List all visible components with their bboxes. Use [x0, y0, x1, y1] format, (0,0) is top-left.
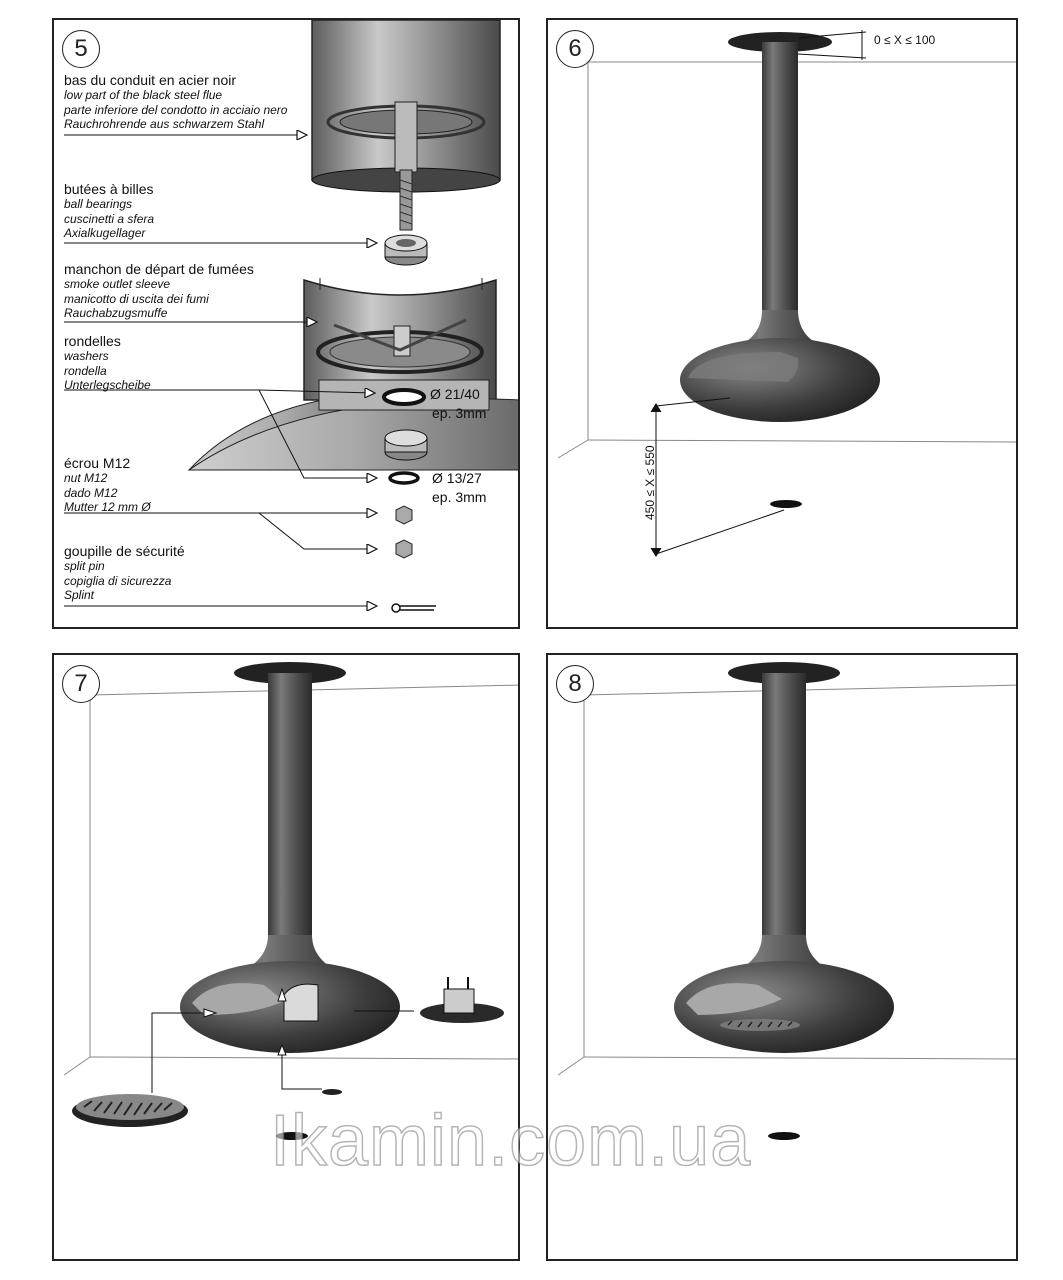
dimension-lines	[651, 30, 866, 556]
watermark: Ikamin.com.ua	[270, 1101, 752, 1181]
label-split-pin-it: copiglia di sicurezza	[64, 573, 172, 588]
label-split-pin-de: Splint	[64, 588, 95, 602]
step-number-badge: 8	[556, 665, 594, 703]
black-steel-flue-bottom	[312, 20, 500, 230]
split-pin	[392, 604, 436, 612]
label-bearings-fr: butées à billes	[64, 181, 154, 197]
label-split-pin	[64, 543, 185, 603]
label-bearings-it: cuscinetti a sfera	[64, 211, 155, 226]
flue-pipe	[268, 673, 312, 953]
label-nut-de: Mutter 12 mm Ø	[64, 500, 151, 514]
floor-hole	[770, 500, 802, 508]
step-8-panel	[546, 653, 1018, 1261]
step-6-panel	[546, 18, 1018, 629]
label-bearings	[64, 181, 154, 241]
washer-21-40	[384, 390, 424, 404]
completed-installation-drawing	[548, 655, 1018, 1261]
ash-grate	[72, 1094, 188, 1127]
label-washers-fr: rondelles	[64, 333, 121, 349]
label-split-pin-fr: goupille de sécurité	[64, 543, 185, 559]
step-7-panel	[52, 653, 520, 1261]
ball-bearing-bottom	[385, 430, 427, 460]
washer1-thickness: ep. 3mm	[432, 405, 487, 421]
label-flue-en: low part of the black steel flue	[64, 88, 223, 102]
label-washers-de: Unterlegscheibe	[64, 378, 151, 392]
hearth-plate	[420, 977, 504, 1023]
floor-height-dimension: 450 ≤ X ≤ 550	[643, 445, 657, 520]
nut-m12-b	[396, 540, 412, 558]
floor-hole	[276, 1132, 308, 1140]
label-sleeve-fr: manchon de départ de fumées	[64, 261, 254, 277]
washer-13-27	[390, 473, 418, 483]
step-number-badge: 7	[62, 665, 100, 703]
suspended-fireplace-drawing	[548, 20, 1018, 629]
screw	[322, 1089, 342, 1095]
ceiling-gap-dimension: 0 ≤ X ≤ 100	[874, 33, 936, 47]
floor-hole	[768, 1132, 800, 1140]
label-washers-en: washers	[64, 349, 109, 363]
washer2-thickness: ep. 3mm	[432, 489, 487, 505]
step-number-badge: 5	[62, 30, 100, 68]
label-sleeve-de: Rauchabzugsmuffe	[64, 306, 168, 320]
label-sleeve	[64, 261, 254, 321]
ball-bearing-top	[385, 235, 427, 265]
nut-m12-a	[396, 506, 412, 524]
label-bearings-de: Axialkugellager	[64, 226, 146, 240]
step-number-badge: 6	[556, 30, 594, 68]
label-washers-it: rondella	[64, 363, 107, 378]
washer2-diameter: Ø 13/27	[432, 470, 482, 486]
label-sleeve-en: smoke outlet sleeve	[64, 277, 171, 291]
label-nut-it: dado M12	[64, 485, 118, 500]
label-washers	[64, 333, 151, 393]
label-nut	[64, 455, 151, 515]
label-split-pin-en: split pin	[64, 559, 105, 573]
label-bearings-en: ball bearings	[64, 197, 133, 211]
label-flue-de: Rauchrohrende aus schwarzem Stahl	[64, 117, 265, 131]
label-nut-fr: écrou M12	[64, 455, 131, 471]
label-flue	[64, 72, 287, 132]
step-5-panel	[52, 18, 520, 629]
grate-installation-drawing	[54, 655, 520, 1261]
bowl-inner-panel	[284, 984, 318, 1021]
flue-pipe	[762, 42, 798, 322]
installed-grate	[720, 1019, 800, 1031]
washer1-diameter: Ø 21/40	[430, 386, 480, 402]
label-flue-fr: bas du conduit en acier noir	[64, 72, 236, 88]
label-nut-en: nut M12	[64, 471, 108, 485]
flue-pipe	[762, 673, 806, 953]
label-flue-it: parte inferiore del condotto in acciaio nero	[64, 102, 288, 117]
label-sleeve-it: manicotto di uscita dei fumi	[64, 291, 209, 306]
